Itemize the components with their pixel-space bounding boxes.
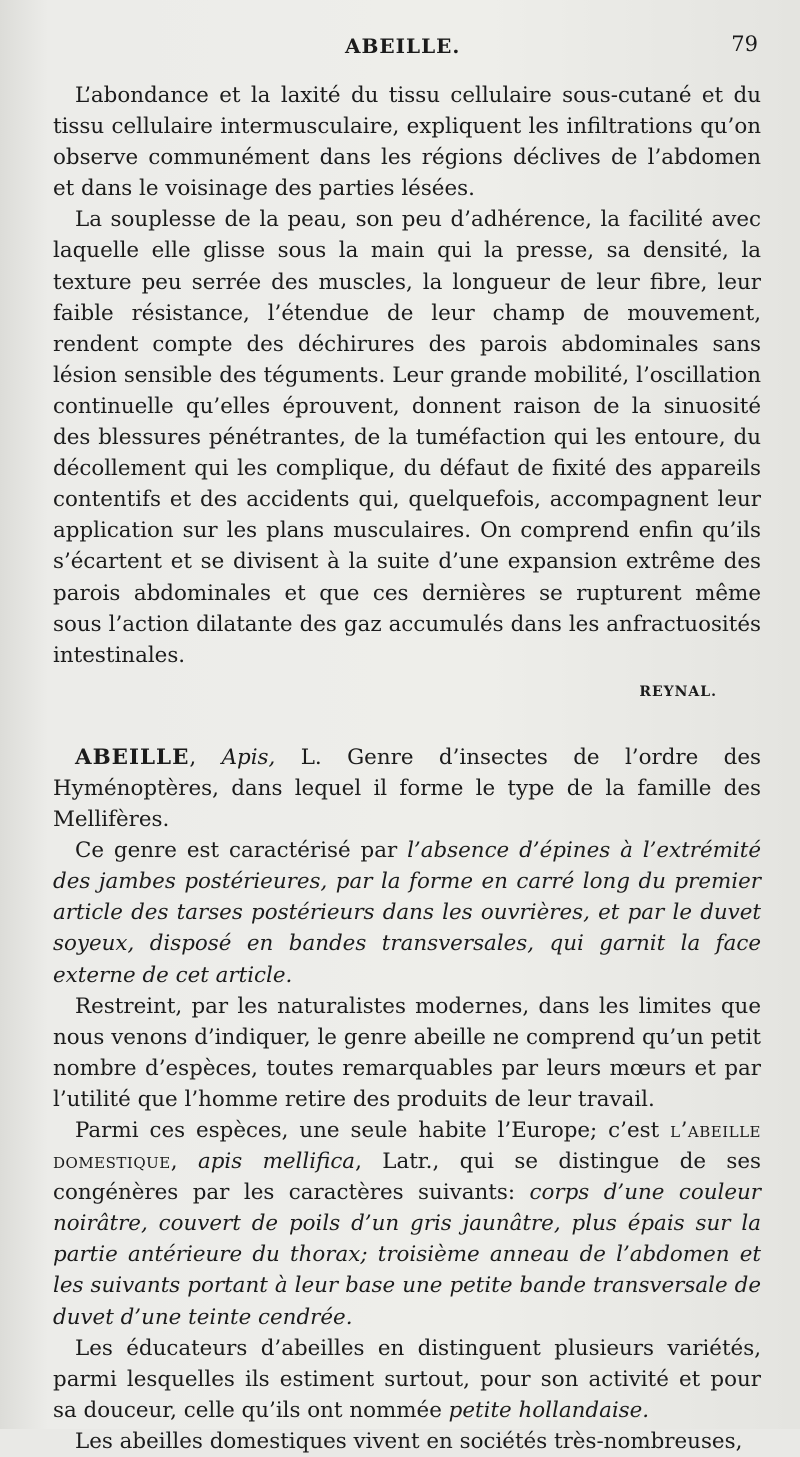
page-header — [0, 30, 800, 64]
genre-lead: Ce genre est caractérisé par — [75, 838, 408, 864]
abeille-domestique-term: l’abeille domestique — [53, 1118, 761, 1175]
varietes-lead: Les éducateurs d’abeilles en distinguent plusieurs variétés, parmi lesquelles ils estiment surtout, pour son activité et pour sa douceur, celle qu’ils ont nommée — [53, 1335, 761, 1423]
paragraph-societes: Les abeilles domestiques vivent en sociétés très-nombreuses, — [75, 1428, 743, 1454]
paragraph-genre — [53, 835, 761, 990]
section-spacer — [53, 708, 761, 742]
genre-characters: l’absence d’épines à l’extrémité des jambes postérieures, par la forme en carré long du premier article des tarses postérieurs dans les ouvrières, et par le duvet soyeux, disposé en bandes transversales, qui garnit la face externe de cet article. — [53, 838, 761, 988]
running-title: ABEILLE. — [345, 34, 461, 58]
paragraph-tissue: L’abondance et la laxité du tissu cellulaire sous-cutané et du tissu cellulaire intermusculaire, expliquent les infiltrations qu’on observe communément dans les régions déclives de l’abdomen et dans le voisinage des parties lésées. — [53, 83, 761, 202]
entry-definition — [53, 742, 761, 835]
entry-headword: ABEILLE — [75, 744, 190, 770]
paragraph-especes — [53, 1115, 761, 1333]
entry-definition-text: Genre d’insectes de l’ordre des Hyménoptères, dans lequel il forme le type de la famille des Mellifères. — [53, 744, 761, 833]
paragraph-restreint: Restreint, par les naturalistes modernes, dans les limites que nous venons d’indiquer, le genre abeille ne comprend qu’un petit nombre d’espèces, toutes remarquables par leurs mœurs et par l’utilité que l’homme retire des produits de leur travail. — [53, 993, 761, 1112]
petite-hollandaise-term: petite hollandaise. — [448, 1397, 650, 1423]
paragraph-souplesse: La souplesse de la peau, son peu d’adhérence, la facilité avec laquelle elle glisse sous la main qui la presse, sa densité, la texture peu serrée des muscles, la longueur de leur fibre, leur faible résistance, l’étendue de leur champ de mouvement, rendent compte des déchirures des parois abdominales sans lésion sensible des téguments. Leur grande mobilité, l’oscillation continuelle qu’elles éprouvent, donnent raison de la sinuosité des blessures pénétrantes, de la tuméfaction qui les entoure, du décollement qui les complique, du défaut de fixité des appareils contentifs et des accidents qui, quelquefois, accompagnent leur application sur les plans musculaires. On comprend enfin qu’ils s’écartent et se divisent à la suite d’une expansion extrême des parois abdominales et que ces dernières se rupturent même sous l’action dilatante des gaz accumulés dans les anfractuosités intestinales. — [53, 207, 761, 668]
especes-characters: corps d’une couleur noirâtre, couvert de poils d’un gris jaunâtre, plus épais sur la partie antérieure du thorax; troisième anneau de l’abdomen et les suivants portant à leur base une petite bande transversale de duvet d’une teinte cendrée. — [53, 1180, 761, 1330]
author-signature: REYNAL. — [639, 683, 717, 700]
page-number: 79 — [731, 32, 758, 56]
especes-middle: , Latr., qui se distingue de ses congénères par les caractères suivants: — [53, 1149, 762, 1206]
entry-author: L. — [275, 744, 322, 770]
entry-latin-name: Apis, — [221, 744, 276, 770]
apis-mellifica-term: apis mellifica — [197, 1149, 356, 1175]
paragraph-varietes — [53, 1333, 761, 1426]
body-text — [53, 80, 761, 1457]
especes-lead: Parmi ces espèces, une seule habite l’Europe; c’est — [75, 1118, 671, 1143]
headword-separator: , — [189, 744, 222, 770]
especes-separator: , — [170, 1149, 198, 1175]
